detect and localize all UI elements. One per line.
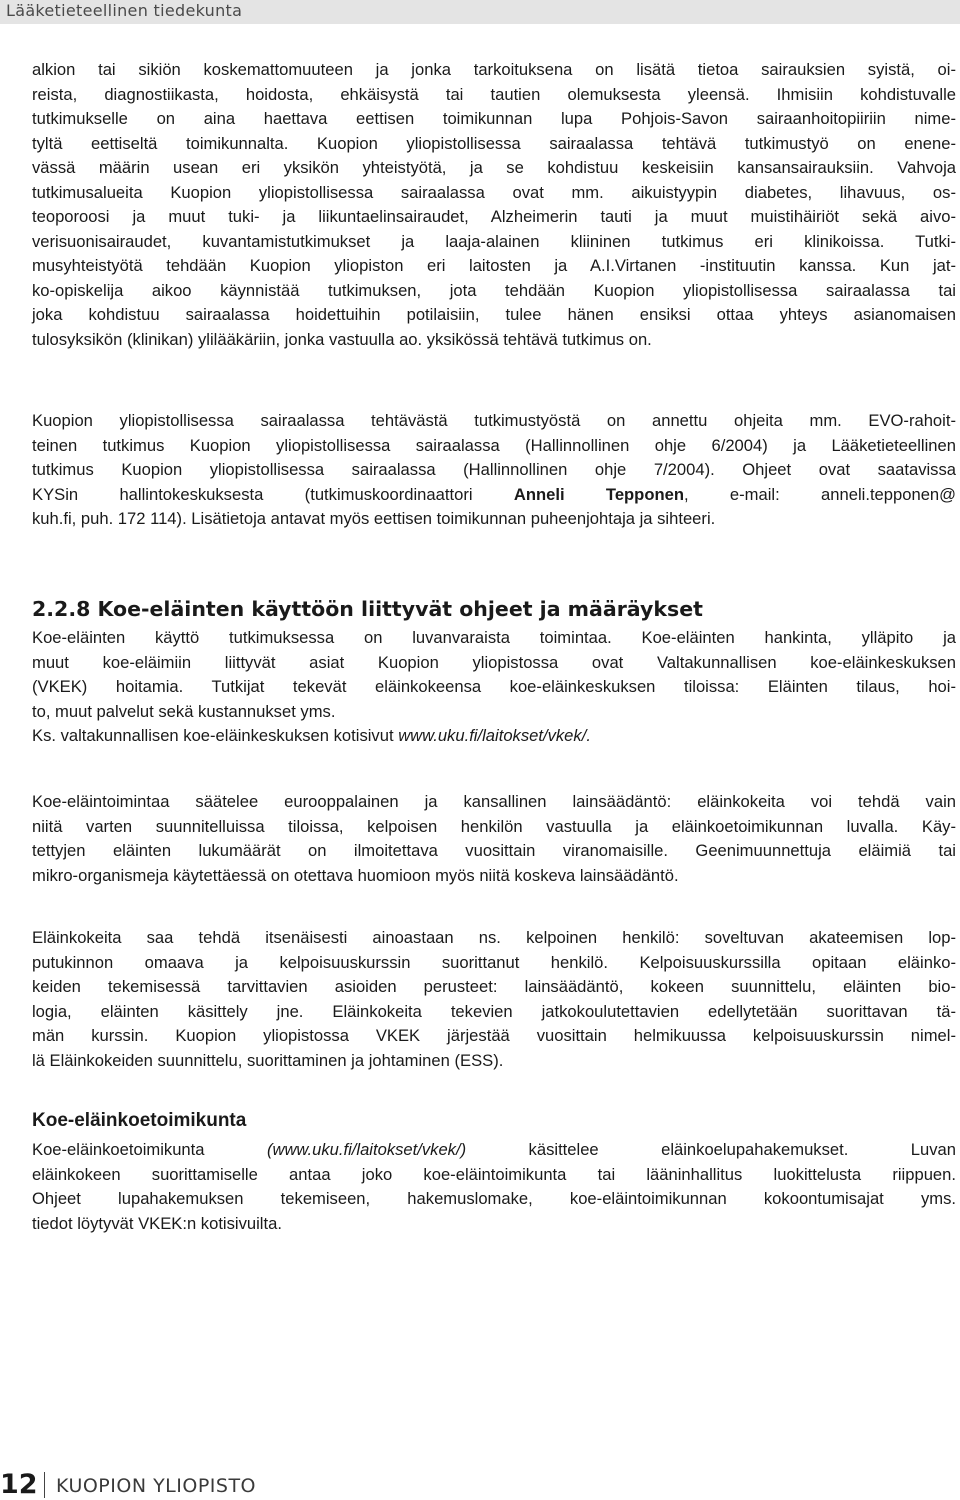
text-line: teoporoosi ja muut tuki- ja liikuntaelinsairaudet, Alzheimerin tauti ja muut muistihäiriöt sekä aivo- [32, 207, 956, 226]
text-line: Ohjeet lupahakemuksen tekemiseen, hakemuslomake, koe-eläintoimikunnan kokoontumisajat yms. [32, 1189, 956, 1208]
page-number: 12 [0, 1469, 38, 1500]
text-line: män kurssin. Kuopion yliopistossa VKEK järjestää vuosittain helmikuussa kelpoisuuskurssin nimel- [32, 1026, 956, 1045]
text-line-contact [32, 483, 956, 508]
text-line: ko-opiskelija aikoo käynnistää tutkimuksen, jota tehdään Kuopion yliopistollisessa sairaalassa tai [32, 280, 956, 300]
subsection-heading-block [32, 1108, 956, 1134]
contact-name: Anneli Tepponen [513, 484, 684, 504]
text-line: tyltä eettiseltä toimikunnalta. Kuopion yliopistollisessa sairaalassa tehtävä tutkimustyö on enene- [32, 133, 956, 153]
link-prefix: Ks. valtakunnallisen koe-eläinkeskuksen kotisivut [32, 726, 399, 745]
committee-prefix: Koe-eläinkoetoimikunta [32, 1140, 267, 1159]
paragraph-lab-animals [32, 626, 956, 749]
text-line: muut koe-eläimiin liittyvät asiat Kuopion yliopistossa ovat Valtakunnallisen koe-eläinkeskuksen [32, 652, 956, 672]
section-heading-block [32, 596, 956, 622]
running-header [0, 0, 960, 24]
contact-prefix: KYSin hallintokeskuksesta (tutkimuskoordinaattori [32, 484, 514, 504]
text-line: logia, eläinten käsittely jne. Eläinkokeita tekevien jatkokoulutettavien edellytetään suorittavan tä- [32, 1001, 956, 1021]
text-line: joka kohdistuu sairaalassa hoidettuihin potilaisiin, tulee hänen ensiksi ottaa yhteys asianomaisen [32, 305, 956, 324]
text-line: (VKEK) hoitamia. Tutkijat tekevät eläinkokeensa koe-eläinkeskuksen tiloissa: Eläinten tilaus, hoi- [32, 677, 956, 696]
text-line-link [32, 1138, 956, 1163]
text-line: mikro-organismeja käytettäessä on otettava huomioon myös niitä koskeva lainsäädäntö. [32, 865, 679, 885]
text-line: niitä varten suunnitelluissa tiloissa, kelpoisen henkilön vastuulla ja eläinkoetoimikunnan luvalla. Käy- [32, 816, 956, 836]
text-line: tutkimukselle on aina haettava eettisen toimikunnan lupa Pohjois-Savon sairaanhoitopiiriin nime- [32, 109, 956, 128]
contact-email: , e-mail: anneli.tepponen@ [683, 484, 956, 504]
faculty-title: Lääketieteellinen tiedekunta [6, 1, 243, 20]
text-line: lä Eläinkokeiden suunnittelu, suorittaminen ja johtaminen (ESS). [32, 1050, 504, 1070]
paragraph-legislation [32, 790, 956, 888]
text-line: vässä määrin usean eri yksikön yhteistyötä, ja se kohdistuu keskeisiin kansansairauksiin. Vahvoja [32, 158, 956, 177]
publisher-name: KUOPION YLIOPISTO [56, 1475, 257, 1497]
text-line: Kuopion yliopistollisessa sairaalassa tehtävästä tutkimustyöstä on annettu ohjeita mm. EVO-rahoit- [32, 411, 956, 430]
text-line: eläinkokeen suorittamiselle antaa joko koe-eläintoimikunta tai lääninhallitus luokittelusta riippuen. [32, 1164, 956, 1184]
text-line: Eläinkokeita saa tehdä itsenäisesti ainoastaan ns. kelpoinen henkilö: soveltuvan akateemisen lop- [32, 928, 956, 947]
committee-suffix: käsittelee eläinkoelupahakemukset. Luvan [466, 1140, 956, 1159]
text-line: keiden tekemisessä tarvittavien asioiden perusteet: lainsäädäntö, kokeen suunnittelu, eläinten bio- [32, 977, 956, 996]
text-line: tutkimus Kuopion yliopistollisessa sairaalassa (Hallinnollinen ohje 7/2004). Ohjeet ovat saatavissa [32, 460, 956, 479]
text-line: kuh.fi, puh. 172 114). Lisätietoja antavat myös eettisen toimikunnan puheenjohtaja ja sihteeri. [32, 509, 716, 528]
text-line: musyhteistyötä tehdään Kuopion yliopiston eri laitosten ja A.I.Virtanen -instituutin kanssa. Kun jat- [32, 256, 956, 275]
text-line: verisuonisairaudet, kuvantamistutkimukset ja laaja-alainen kliininen tutkimus eri klinikoissa. Tutki- [32, 231, 956, 251]
text-line: tulosyksikön (klinikan) ylilääkäriin, jonka vastuulla ao. yksikössä tehtävä tutkimus on. [32, 329, 652, 349]
subsection-heading: Koe-eläinkoetoimikunta [32, 1110, 247, 1131]
paragraph-research-ethics [32, 58, 956, 352]
section-heading: 2.2.8 Koe-eläinten käyttöön liittyvät ohjeet ja määräykset [32, 597, 703, 621]
text-line: to, muut palvelut sekä kustannukset yms. [32, 701, 336, 721]
text-line-link [32, 724, 956, 749]
committee-link[interactable]: (www.uku.fi/laitokset/vkek/) [266, 1140, 467, 1159]
paragraph-qualified-person [32, 926, 956, 1073]
page-footer [0, 1470, 960, 1500]
text-line: teinen tutkimus Kuopion yliopistollisessa sairaalassa (Hallinnollinen ohje 6/2004) ja Lääketieteellinen [32, 435, 956, 455]
paragraph-research-guidelines [32, 409, 956, 532]
text-line: tutkimusalueita Kuopion yliopistollisessa sairaalassa ovat mm. aikuistyypin diabetes, lihavuus, os- [32, 182, 956, 202]
text-line: tettyjen eläinten lukumäärät on ilmoitettava vuosittain viranomaisille. Geenimuunnettuja eläimiä tai [32, 841, 956, 860]
vkek-link[interactable]: www.uku.fi/laitokset/vkek/. [398, 726, 591, 745]
footer-divider [44, 1472, 45, 1498]
text-line: putukinnon omaava ja kelpoisuuskurssin suorittanut henkilö. Kelpoisuuskurssilla opitaan eläinko- [32, 952, 956, 972]
text-line: reista, diagnostiikasta, hoidosta, ehkäisystä tai tautien olemuksesta yleensä. Ihmisiin kohdistuvalle [32, 84, 956, 104]
text-line: alkion tai sikiön koskemattomuuteen ja jonka tarkoituksena on lisätä tietoa sairauksien syistä, oi- [32, 60, 956, 79]
text-line: Koe-eläinten käyttö tutkimuksessa on luvanvaraista toimintaa. Koe-eläinten hankinta, ylläpito ja [32, 628, 956, 647]
text-line: Koe-eläintoimintaa säätelee eurooppalainen ja kansallinen lainsäädäntö: eläinkokeita voi tehdä vain [32, 792, 956, 811]
paragraph-committee [32, 1138, 956, 1236]
text-line: tiedot löytyvät VKEK:n kotisivuilta. [32, 1213, 282, 1233]
